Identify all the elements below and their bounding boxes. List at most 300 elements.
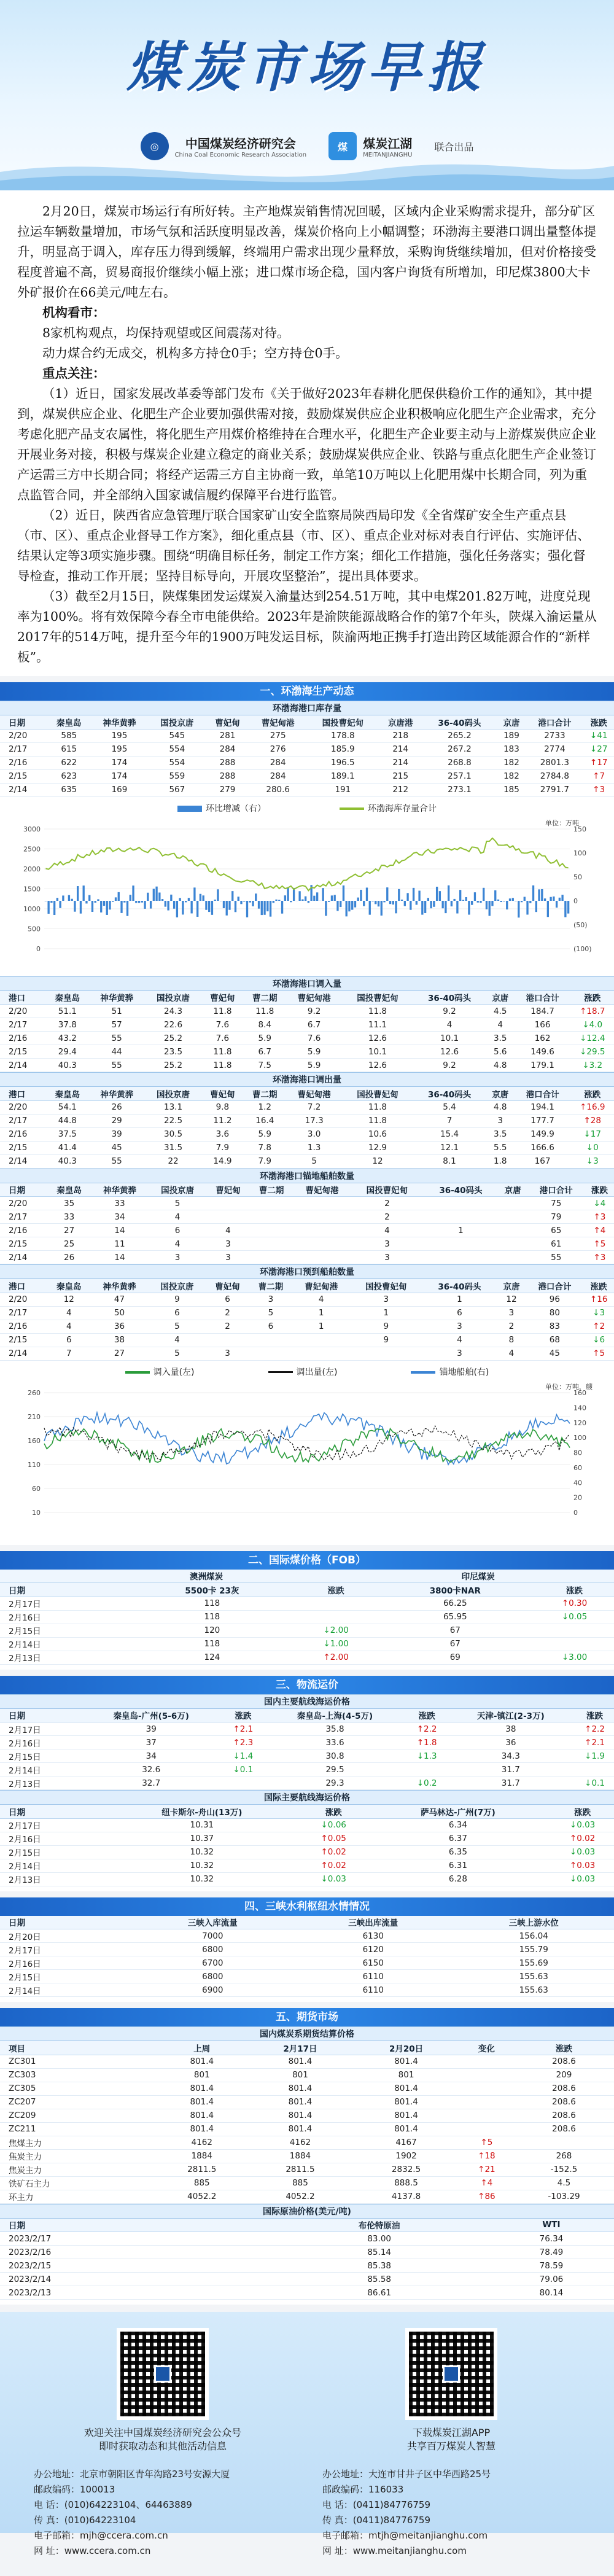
report-institutions-view: 8家机构观点，均保持观望或区间震荡对待。 bbox=[42, 325, 290, 340]
bar-mark bbox=[547, 901, 549, 917]
table-cell bbox=[223, 1776, 262, 1790]
contact-line: 邮政编码：116033 bbox=[322, 2484, 404, 2495]
table-row bbox=[0, 1651, 614, 1664]
table-cell bbox=[206, 1210, 250, 1224]
table-cell: 177.7 bbox=[515, 1114, 571, 1127]
table-cell bbox=[350, 1347, 422, 1360]
contact-line: 办公地址：大连市甘井子区中华西路25号 bbox=[322, 2469, 491, 2480]
bar-mark bbox=[205, 901, 207, 910]
table-cell: 2月17日 bbox=[0, 1597, 128, 1610]
table-cell: 7.6 bbox=[286, 1032, 343, 1045]
bar-mark bbox=[421, 901, 423, 915]
table-cell: 2784.8 bbox=[526, 769, 583, 783]
table-header: 曹妃甸 bbox=[206, 715, 249, 729]
bar-mark bbox=[401, 899, 403, 900]
table-cell: 3 bbox=[149, 1251, 206, 1264]
table-cell: 4162 bbox=[157, 2136, 247, 2149]
qr-code-icon[interactable] bbox=[405, 2328, 497, 2420]
table-cell: 焦煤主力 bbox=[0, 2136, 157, 2149]
table-cell: 4.5 bbox=[514, 2176, 614, 2190]
table-title: 环渤海港口预到船舶数量 bbox=[0, 1264, 614, 1279]
table-cell: 11.8 bbox=[343, 1114, 413, 1127]
table-cell: 23.5 bbox=[145, 1045, 201, 1059]
table-cell: ZC207 bbox=[0, 2095, 157, 2109]
bar-mark bbox=[491, 901, 493, 906]
table-row bbox=[0, 1624, 614, 1637]
table-title: 国际主要航线海运价格 bbox=[0, 1790, 614, 1805]
table-header: 上周 bbox=[157, 2041, 247, 2055]
bar-mark bbox=[190, 901, 192, 913]
table-cell: 166 bbox=[515, 1018, 571, 1032]
bar-mark bbox=[193, 887, 195, 901]
table-cell bbox=[499, 1251, 527, 1264]
table-cell: 85.58 bbox=[270, 2273, 488, 2286]
table-cell: 6.7 bbox=[286, 1018, 343, 1032]
table-cell: ↓3.00 bbox=[535, 1651, 614, 1664]
table-cell: 4.5 bbox=[486, 1005, 515, 1018]
bar-mark bbox=[363, 901, 365, 906]
table-cell bbox=[206, 1197, 250, 1210]
table-cell: 1 bbox=[350, 1306, 422, 1320]
table-title: 环渤海港口锚地船舶数量 bbox=[0, 1169, 614, 1183]
table-cell: 801.4 bbox=[247, 2122, 354, 2136]
table-cell: 179.1 bbox=[515, 1059, 571, 1072]
table-cell: 2/16 bbox=[0, 1224, 47, 1237]
table-cell: ZC301 bbox=[0, 2055, 157, 2068]
bar-mark bbox=[176, 901, 178, 917]
table-row bbox=[0, 1045, 614, 1059]
table-cell: 67 bbox=[376, 1624, 535, 1637]
table-row bbox=[0, 2176, 614, 2190]
contact-line: 网 址：www.ccera.com.cn bbox=[34, 2545, 151, 2556]
bar-mark bbox=[357, 897, 359, 900]
table-row bbox=[0, 1943, 614, 1956]
table-cell: ↓41 bbox=[583, 729, 614, 742]
table-cell: ↑2.1 bbox=[223, 1722, 262, 1736]
table-cell: 4 bbox=[422, 1333, 497, 1347]
table-cell: 10.37 bbox=[102, 1832, 302, 1845]
table-row bbox=[0, 1597, 614, 1610]
table-header: 日期 bbox=[0, 1583, 128, 1597]
bar-mark bbox=[471, 901, 473, 905]
bar-mark bbox=[559, 897, 561, 900]
table-cell: 32.6 bbox=[79, 1763, 223, 1776]
table-cell bbox=[293, 1210, 351, 1224]
bar-mark bbox=[506, 901, 508, 909]
contact-line: 网 址：www.meitanjianghu.com bbox=[322, 2545, 467, 2556]
table-cell bbox=[293, 1224, 351, 1237]
table-cell: 4 bbox=[148, 1333, 206, 1347]
bar-mark bbox=[524, 897, 526, 901]
bar-mark bbox=[281, 901, 283, 914]
table-cell: 31.7 bbox=[446, 1776, 576, 1790]
bar-mark bbox=[214, 899, 216, 900]
table-cell: 3 bbox=[206, 1251, 250, 1264]
y2-tick-label: 160 bbox=[573, 1388, 586, 1397]
table-cell bbox=[423, 1210, 498, 1224]
report-focus-3: （3）截至2月15日，陕煤集团发运煤炭入渝量达到254.51万吨，其中电煤201.82万吨，进度兑现率为100%。将有效保障今春全市电能供给。2023年是渝陕能源战略合作的第7个年头，陕煤入渝运量从2017年的514万吨，提升至今年的1900万吨发运目标，陕渝两地正携手打造出跨区域能源合作的“新样板”。 bbox=[17, 589, 597, 664]
table-cell: 4167 bbox=[353, 2136, 459, 2149]
bar-mark bbox=[381, 901, 383, 916]
bar-mark bbox=[287, 887, 289, 900]
table-cell: ↑3 bbox=[585, 1251, 614, 1264]
table-cell bbox=[575, 1763, 614, 1776]
table-cell: 2月14日 bbox=[0, 1763, 79, 1776]
table-cell: 156.04 bbox=[454, 1929, 614, 1943]
table-cell: 195 bbox=[91, 742, 149, 756]
table-cell: 67 bbox=[376, 1637, 535, 1651]
bar-mark bbox=[208, 901, 210, 912]
y2-tick-label: 0 bbox=[573, 897, 578, 905]
ccera-logo-icon: ◎ bbox=[141, 132, 169, 160]
bar-mark bbox=[273, 901, 274, 903]
table-cell: ↑0.05 bbox=[302, 1832, 365, 1845]
table-cell: 8.4 bbox=[244, 1018, 286, 1032]
anchored-ships-table bbox=[0, 1183, 614, 1265]
table-cell: 2811.5 bbox=[247, 2163, 354, 2176]
table-cell: 7000 bbox=[133, 1929, 293, 1943]
bar-mark bbox=[526, 901, 528, 914]
bar-mark bbox=[313, 895, 315, 900]
bar-mark bbox=[59, 901, 61, 908]
table-cell: 35.8 bbox=[262, 1722, 407, 1736]
table-cell: 2/20 bbox=[0, 1005, 46, 1018]
y-tick-label: 2500 bbox=[23, 845, 41, 853]
table-cell bbox=[293, 1237, 351, 1251]
table-cell: 7.6 bbox=[201, 1018, 244, 1032]
table-row bbox=[0, 1763, 614, 1776]
table-cell: 4137.8 bbox=[353, 2190, 459, 2203]
table-cell: 12.6 bbox=[343, 1032, 413, 1045]
table-cell: 2月15日 bbox=[0, 1970, 133, 1983]
table-cell: ↑2 bbox=[583, 1320, 614, 1333]
table-cell: ↓4.0 bbox=[571, 1018, 614, 1032]
table-title: 环渤海港口调出量 bbox=[0, 1072, 614, 1087]
bar-mark bbox=[266, 901, 268, 911]
table-cell: 9.8 bbox=[201, 1100, 244, 1114]
bar-mark bbox=[445, 901, 446, 913]
table-cell: 11.1 bbox=[343, 1018, 413, 1032]
table-cell: 545 bbox=[148, 729, 206, 742]
table-cell: 11.8 bbox=[201, 1045, 244, 1059]
table-cell: 559 bbox=[148, 769, 206, 783]
bar-mark bbox=[165, 901, 166, 907]
qr-caption: 共享百万煤炭人智慧 bbox=[406, 2440, 495, 2452]
table-cell: 1 bbox=[422, 1293, 497, 1306]
table-row bbox=[0, 1637, 614, 1651]
table-cell bbox=[499, 1224, 527, 1237]
table-cell: 2月15日 bbox=[0, 1749, 79, 1763]
section-title: 三、物流运价 bbox=[0, 1676, 614, 1694]
table-cell: ↑21 bbox=[459, 2163, 514, 2176]
table-cell: 33.6 bbox=[262, 1736, 407, 1749]
bar-mark bbox=[459, 890, 461, 901]
table-cell: 2月17日 bbox=[0, 1818, 102, 1832]
table-cell: ↑2.2 bbox=[408, 1722, 446, 1736]
contact-line: 电 话：(010)64223104、64463889 bbox=[34, 2499, 192, 2510]
group-header: 印尼煤炭 bbox=[342, 1570, 614, 1583]
bar-mark bbox=[47, 901, 49, 914]
table-row bbox=[0, 2109, 614, 2122]
bar-mark bbox=[483, 887, 484, 900]
bar-mark bbox=[290, 901, 292, 902]
table-cell: 4 bbox=[47, 1320, 90, 1333]
table-cell: 焦炭主力 bbox=[0, 2163, 157, 2176]
table-cell: 2733 bbox=[526, 729, 583, 742]
table-cell: 5.4 bbox=[413, 1100, 486, 1114]
table-cell: 6800 bbox=[133, 1943, 293, 1956]
bar-mark bbox=[211, 901, 213, 915]
table-cell: 6.28 bbox=[365, 1872, 551, 1886]
table-row bbox=[0, 2259, 614, 2273]
table-cell: 189 bbox=[497, 729, 526, 742]
y-tick-label: 500 bbox=[28, 925, 41, 933]
table-row bbox=[0, 1005, 614, 1018]
bar-mark bbox=[249, 901, 251, 903]
table-cell: 2/17 bbox=[0, 1018, 46, 1032]
table-cell: ↑0.30 bbox=[535, 1597, 614, 1610]
table-cell: 2 bbox=[351, 1210, 424, 1224]
outflow-table bbox=[0, 1087, 614, 1169]
bar-mark bbox=[331, 895, 333, 901]
bar-mark bbox=[56, 898, 58, 901]
table-cell: ↓1.00 bbox=[297, 1637, 376, 1651]
table-header: 涨跌 bbox=[535, 1583, 614, 1597]
table-cell: 5.9 bbox=[286, 1045, 343, 1059]
bar-mark bbox=[118, 892, 120, 900]
table-row bbox=[0, 1845, 614, 1859]
table-cell: 6 bbox=[47, 1333, 90, 1347]
table-cell: 5 bbox=[149, 1197, 206, 1210]
table-cell: 635 bbox=[47, 783, 90, 796]
table-header: 涨跌 bbox=[571, 1087, 614, 1100]
table-header: 36-40码头 bbox=[413, 1087, 486, 1100]
table-cell: ↑4 bbox=[585, 1224, 614, 1237]
table-cell: 4 bbox=[149, 1237, 206, 1251]
table-cell: 2/14 bbox=[0, 1059, 46, 1072]
table-cell: 25.2 bbox=[145, 1059, 201, 1072]
bar-mark bbox=[100, 901, 102, 912]
bar-mark bbox=[406, 893, 408, 901]
table-row bbox=[0, 1059, 614, 1072]
section-three-gorges bbox=[0, 1897, 614, 2002]
table-cell: 7 bbox=[413, 1114, 486, 1127]
table-cell: 40.3 bbox=[46, 1059, 88, 1072]
bar-mark bbox=[103, 901, 105, 906]
table-cell: 78.49 bbox=[489, 2246, 614, 2259]
series-line bbox=[45, 838, 568, 890]
table-row bbox=[0, 1100, 614, 1114]
table-cell: 268 bbox=[514, 2149, 614, 2163]
flow-chart bbox=[0, 1361, 614, 1540]
table-cell: ↑28 bbox=[571, 1114, 614, 1127]
table-cell: 6 bbox=[149, 1224, 206, 1237]
table-cell: 2801.3 bbox=[526, 756, 583, 769]
table-cell: ↓3 bbox=[571, 1154, 614, 1168]
table-row bbox=[0, 1197, 614, 1210]
table-cell: 284 bbox=[206, 742, 249, 756]
y2-tick-label: 50 bbox=[573, 873, 582, 881]
table-title: 环渤海港口库存量 bbox=[0, 701, 614, 715]
table-cell: 2月13日 bbox=[0, 1872, 102, 1886]
table-cell bbox=[408, 1763, 446, 1776]
table-cell: 7.5 bbox=[244, 1059, 286, 1072]
bar-mark bbox=[200, 893, 201, 900]
table-row bbox=[0, 1736, 614, 1749]
table-cell: 83.00 bbox=[270, 2232, 488, 2246]
table-row bbox=[0, 1114, 614, 1127]
bar-mark bbox=[62, 895, 64, 901]
table-row bbox=[0, 756, 614, 769]
table-cell: 86.61 bbox=[270, 2286, 488, 2300]
y2-tick-label: 20 bbox=[573, 1493, 582, 1502]
table-cell: 191 bbox=[307, 783, 379, 796]
table-cell: 2月13日 bbox=[0, 1776, 79, 1790]
table-row bbox=[0, 1032, 614, 1045]
table-cell: 55 bbox=[88, 1059, 145, 1072]
table-cell: 5 bbox=[148, 1320, 206, 1333]
bar-mark bbox=[173, 901, 175, 909]
table-cell bbox=[292, 1347, 350, 1360]
table-row bbox=[0, 2286, 614, 2300]
table-cell: 55 bbox=[88, 1032, 145, 1045]
table-cell: ↑3 bbox=[583, 783, 614, 796]
bar-mark bbox=[226, 901, 228, 916]
table-cell: 6 bbox=[206, 1293, 249, 1306]
table-cell: 9.2 bbox=[286, 1005, 343, 1018]
table-cell: 26 bbox=[88, 1100, 145, 1114]
table-header: 秦皇岛 bbox=[47, 1279, 90, 1293]
table-cell: ↓29.5 bbox=[571, 1045, 614, 1059]
table-cell: ↑0.02 bbox=[302, 1859, 365, 1872]
table-cell: 4.8 bbox=[486, 1100, 515, 1114]
table-header: 涨跌 bbox=[575, 1709, 614, 1722]
table-row bbox=[0, 1237, 614, 1251]
bar-mark bbox=[71, 898, 73, 900]
table-cell: ↑0.02 bbox=[302, 1845, 365, 1859]
table-cell: 85.38 bbox=[270, 2259, 488, 2273]
table-cell: 585 bbox=[47, 729, 90, 742]
table-row bbox=[0, 2055, 614, 2068]
table-cell: ↓0 bbox=[571, 1141, 614, 1154]
table-cell: 7.2 bbox=[286, 1100, 343, 1114]
table-header: 2月20日 bbox=[353, 2041, 459, 2055]
table-header: 国投曹妃甸 bbox=[343, 1087, 413, 1100]
table-header: 5500卡 23灰 bbox=[128, 1583, 296, 1597]
bar-mark bbox=[556, 901, 558, 908]
table-cell bbox=[250, 1237, 293, 1251]
bar-mark bbox=[144, 901, 146, 909]
bar-mark bbox=[305, 896, 306, 900]
table-cell: 12.6 bbox=[413, 1045, 486, 1059]
table-row bbox=[0, 2163, 614, 2176]
table-cell: 3 bbox=[422, 1320, 497, 1333]
table-row bbox=[0, 1929, 614, 1943]
table-cell: 2/15 bbox=[0, 1237, 47, 1251]
qr-code-icon[interactable] bbox=[117, 2328, 209, 2420]
table-cell: 885 bbox=[247, 2176, 354, 2190]
table-cell: 2023/2/16 bbox=[0, 2246, 270, 2259]
table-row bbox=[0, 1970, 614, 1983]
table-row bbox=[0, 1818, 614, 1832]
table-header: 天津-镇江(2-3万) bbox=[446, 1709, 576, 1722]
table-header: 国投曹妃甸 bbox=[351, 1183, 424, 1197]
table-cell: 118 bbox=[128, 1637, 296, 1651]
table-cell bbox=[250, 1251, 293, 1264]
bar-mark bbox=[278, 900, 280, 901]
table-cell: 4 bbox=[486, 1018, 515, 1032]
table-cell: 36 bbox=[446, 1736, 576, 1749]
table-cell: 178.8 bbox=[307, 729, 379, 742]
table-cell bbox=[535, 1637, 614, 1651]
table-cell: 2月17日 bbox=[0, 1943, 133, 1956]
table-cell: 3 bbox=[351, 1251, 424, 1264]
bar-mark bbox=[343, 885, 344, 900]
table-cell: ↓0.05 bbox=[535, 1610, 614, 1624]
table-cell: 622 bbox=[47, 756, 90, 769]
y2-tick-label: 60 bbox=[573, 1463, 582, 1472]
table-cell: 2 bbox=[206, 1320, 249, 1333]
table-header: 国投京唐 bbox=[148, 715, 206, 729]
table-cell: 174 bbox=[91, 769, 149, 783]
table-cell: 26 bbox=[47, 1251, 91, 1264]
table-cell: 14 bbox=[91, 1224, 149, 1237]
group-header: 澳洲煤炭 bbox=[71, 1570, 343, 1583]
table-cell: 2月16日 bbox=[0, 1610, 128, 1624]
table-cell: 7.9 bbox=[244, 1154, 286, 1168]
bar-mark bbox=[486, 901, 488, 909]
bar-mark bbox=[130, 895, 131, 901]
table-cell: 12 bbox=[47, 1293, 90, 1306]
table-cell: 801.4 bbox=[353, 2055, 459, 2068]
table-row bbox=[0, 2232, 614, 2246]
table-cell bbox=[250, 1197, 293, 1210]
org1-name: 中国煤炭经济研究会 bbox=[185, 136, 296, 151]
bar-mark bbox=[430, 901, 432, 908]
table-cell: 2/17 bbox=[0, 1114, 46, 1127]
table-cell: 6900 bbox=[133, 1983, 293, 1997]
table-cell: 7 bbox=[47, 1347, 90, 1360]
table-cell: 25.2 bbox=[145, 1032, 201, 1045]
table-header: 秦皇岛-广州(5-6万) bbox=[79, 1709, 223, 1722]
table-cell: 55 bbox=[527, 1251, 585, 1264]
table-cell: 5.5 bbox=[486, 1141, 515, 1154]
bar-mark bbox=[147, 892, 149, 900]
bar-mark bbox=[74, 901, 76, 912]
table-header: 日期 bbox=[0, 1916, 133, 1929]
table-cell: 273.1 bbox=[422, 783, 497, 796]
table-cell: ↑17 bbox=[583, 756, 614, 769]
bar-mark bbox=[263, 901, 265, 915]
oil-price-table bbox=[0, 2219, 614, 2300]
table-cell bbox=[514, 2136, 614, 2149]
bar-mark bbox=[275, 899, 277, 900]
bar-mark bbox=[439, 891, 441, 901]
bar-mark bbox=[161, 899, 163, 901]
y-tick-label: 210 bbox=[28, 1412, 41, 1421]
table-cell: 124 bbox=[128, 1651, 296, 1664]
contact-line: 邮政编码：100013 bbox=[34, 2484, 115, 2495]
bar-mark bbox=[328, 901, 330, 902]
qr-ccera bbox=[34, 2328, 292, 2453]
table-header: 国投曹妃甸 bbox=[307, 715, 379, 729]
table-cell: 6.7 bbox=[244, 1045, 286, 1059]
table-row bbox=[0, 2068, 614, 2082]
bar-mark bbox=[301, 899, 303, 900]
table-cell: 2 bbox=[351, 1197, 424, 1210]
table-header: 三峡出库流量 bbox=[293, 1916, 453, 1929]
contact-line: 传 真：(010)64223104 bbox=[34, 2515, 136, 2526]
